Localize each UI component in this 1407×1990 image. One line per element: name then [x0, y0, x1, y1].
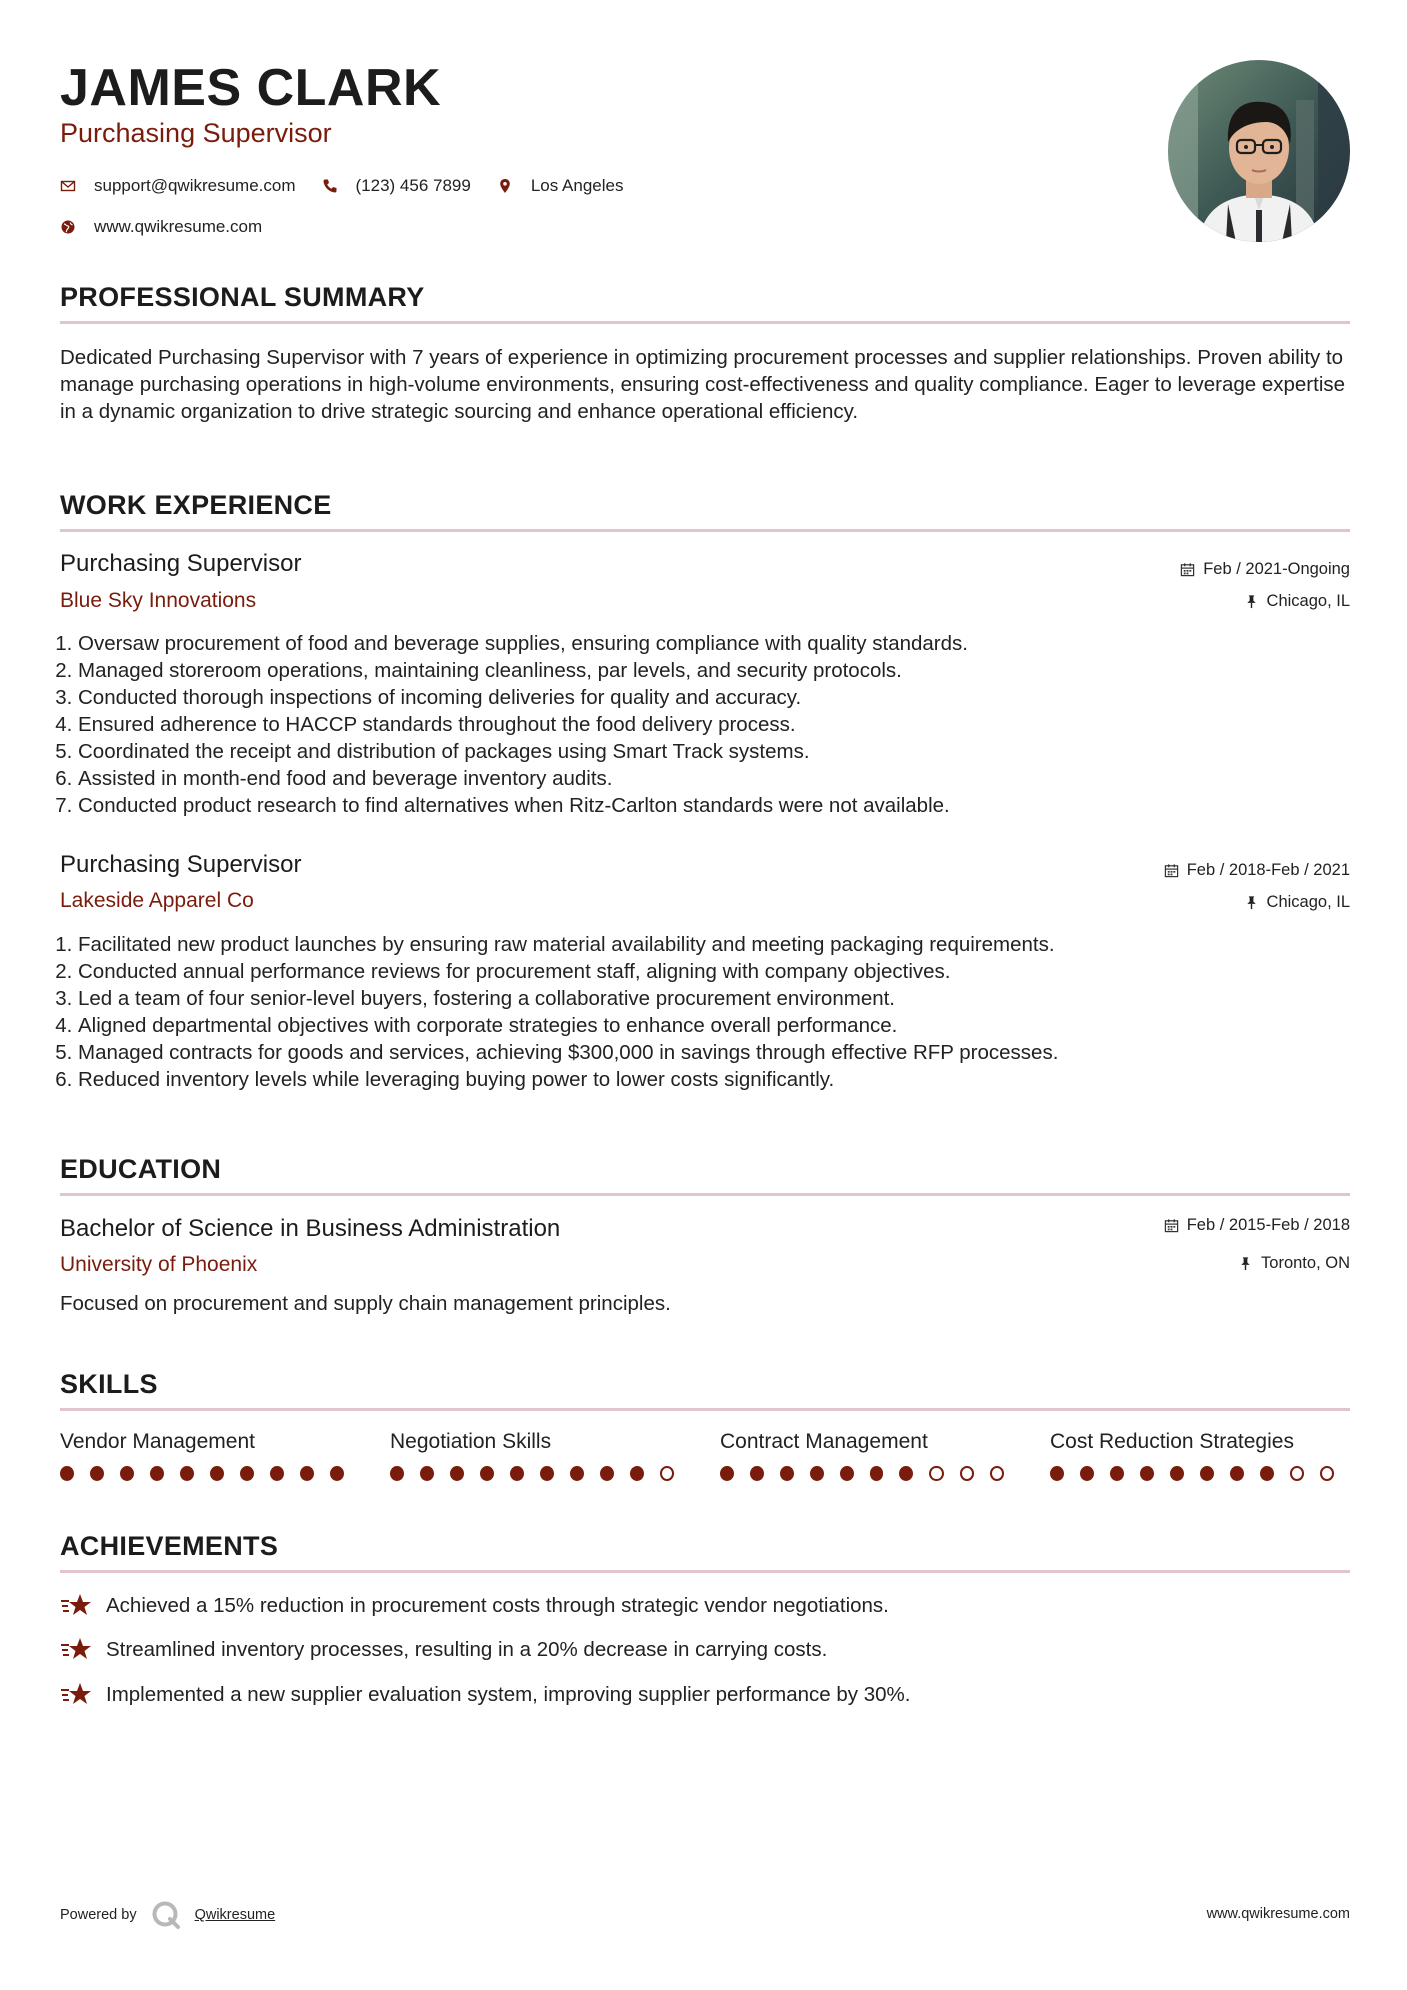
- experience-heading: WORK EXPERIENCE: [60, 490, 332, 520]
- skill-item: [1050, 1430, 1350, 1481]
- rating-dot-empty: [1320, 1466, 1334, 1481]
- achievements-heading: ACHIEVEMENTS: [60, 1531, 279, 1561]
- rating-dot-filled: [450, 1466, 464, 1481]
- rating-dot-filled: [870, 1466, 884, 1481]
- contact-row: [60, 176, 649, 196]
- rating-dot-filled: [1230, 1466, 1244, 1481]
- rating-dot-filled: [60, 1466, 74, 1481]
- skill-name: Contract Management: [720, 1430, 928, 1453]
- pushpin-icon: [1244, 895, 1259, 910]
- job-location-text: Chicago, IL: [1266, 893, 1350, 911]
- achievements-divider: [60, 1570, 1350, 1573]
- skill-rating: [60, 1466, 360, 1481]
- list-item: 7. Conducted product research to find alternatives when Ritz-Carlton standards were not available.: [78, 792, 1348, 819]
- rating-dot-filled: [90, 1466, 104, 1481]
- list-item: 3. Conducted thorough inspections of incoming deliveries for quality and accuracy.: [78, 684, 1348, 711]
- rating-dot-filled: [1200, 1466, 1214, 1481]
- globe-icon: [60, 219, 76, 235]
- rating-dot-filled: [600, 1466, 614, 1481]
- list-item: 2. Conducted annual performance reviews for procurement staff, aligning with company objectives.: [78, 958, 1348, 985]
- list-item: 4. Ensured adherence to HACCP standards throughout the food delivery process.: [78, 711, 1348, 738]
- qwikresume-link[interactable]: Qwikresume: [194, 1907, 276, 1923]
- summary-heading: PROFESSIONAL SUMMARY: [60, 282, 425, 312]
- rating-dot-filled: [540, 1466, 554, 1481]
- rating-dot-filled: [390, 1466, 404, 1481]
- achievement-item: [60, 1636, 827, 1664]
- summary-divider: [60, 321, 1350, 324]
- education-dates: [1164, 1216, 1350, 1235]
- job-company: Lakeside Apparel Co: [60, 889, 254, 912]
- contact-email[interactable]: [60, 176, 296, 196]
- star-award-icon: [60, 1636, 92, 1664]
- job-bullets: [60, 630, 1348, 819]
- education-heading: EDUCATION: [60, 1154, 222, 1184]
- email-text: support@qwikresume.com: [94, 176, 296, 195]
- rating-dot-empty: [960, 1466, 974, 1481]
- skill-name: Vendor Management: [60, 1430, 255, 1453]
- rating-dot-filled: [300, 1466, 314, 1481]
- skill-name: Negotiation Skills: [390, 1430, 552, 1453]
- skill-rating: [720, 1466, 1020, 1481]
- rating-dot-filled: [420, 1466, 434, 1481]
- experience-divider: [60, 529, 1350, 532]
- rating-dot-empty: [929, 1466, 943, 1481]
- rating-dot-filled: [270, 1466, 284, 1481]
- job-title: Purchasing Supervisor: [60, 851, 302, 878]
- rating-dot-filled: [510, 1466, 524, 1481]
- contact-location: [497, 176, 624, 196]
- rating-dot-filled: [180, 1466, 194, 1481]
- phone-icon: [322, 178, 338, 194]
- rating-dot-filled: [330, 1466, 344, 1481]
- skill-name: Cost Reduction Strategies: [1050, 1430, 1294, 1453]
- rating-dot-filled: [1170, 1466, 1184, 1481]
- list-item: 5. Coordinated the receipt and distribution of packages using Smart Track systems.: [78, 738, 1348, 765]
- rating-dot-empty: [990, 1466, 1004, 1481]
- resume-page: [60, 0, 1350, 1990]
- star-award-icon: [60, 1681, 92, 1709]
- education-dates-text: Feb / 2015-Feb / 2018: [1186, 1216, 1350, 1234]
- list-item: 2. Managed storeroom operations, maintaining cleanliness, par levels, and security protocols.: [78, 657, 1348, 684]
- candidate-role: Purchasing Supervisor: [60, 118, 332, 148]
- rating-dot-filled: [750, 1466, 764, 1481]
- contact-phone[interactable]: [322, 176, 471, 196]
- skill-rating: [1050, 1466, 1350, 1481]
- job-bullets: [60, 931, 1348, 1093]
- pushpin-icon: [1244, 594, 1259, 609]
- list-item: 6. Reduced inventory levels while leveraging buying power to lower costs significantly.: [78, 1066, 1348, 1093]
- skill-rating: [390, 1466, 690, 1481]
- rating-dot-filled: [840, 1466, 854, 1481]
- rating-dot-filled: [1080, 1466, 1094, 1481]
- list-item: 1. Oversaw procurement of food and beverage supplies, ensuring compliance with quality standards.: [78, 630, 1348, 657]
- achievement-text: Achieved a 15% reduction in procurement costs through strategic vendor negotiations.: [106, 1594, 889, 1617]
- job-dates-text: Feb / 2021-Ongoing: [1203, 560, 1350, 578]
- website-text: www.qwikresume.com: [94, 217, 263, 236]
- calendar-icon: [1180, 562, 1195, 577]
- job-title: Purchasing Supervisor: [60, 550, 302, 577]
- job-location-text: Chicago, IL: [1266, 592, 1350, 610]
- footer-powered-by: [60, 1900, 275, 1930]
- calendar-icon: [1164, 863, 1179, 878]
- calendar-icon: [1164, 1218, 1179, 1233]
- school-name: University of Phoenix: [60, 1253, 258, 1276]
- contact-row-2: [60, 217, 288, 237]
- rating-dot-filled: [810, 1466, 824, 1481]
- list-item: 6. Assisted in month-end food and beverage inventory audits.: [78, 765, 1348, 792]
- list-item: 4. Aligned departmental objectives with corporate strategies to enhance overall performance.: [78, 1012, 1348, 1039]
- list-item: 1. Facilitated new product launches by ensuring raw material availability and meeting packaging requirements.: [78, 931, 1348, 958]
- rating-dot-filled: [480, 1466, 494, 1481]
- rating-dot-filled: [1110, 1466, 1124, 1481]
- rating-dot-filled: [570, 1466, 584, 1481]
- rating-dot-filled: [780, 1466, 794, 1481]
- qwikresume-logo-icon: [151, 1900, 181, 1930]
- summary-text: Dedicated Purchasing Supervisor with 7 years of experience in optimizing procurement processes and supplier relationships. Proven ability to manage purchasing operations in high-volume environments, ensuring cost-effectiveness and quality compliance. Eager to leverage expertise in a dynamic organization to drive strategic sourcing and enhance operational efficiency.: [60, 346, 1346, 423]
- education-location: [1238, 1254, 1350, 1273]
- achievement-text: Implemented a new supplier evaluation system, improving supplier performance by 30%.: [106, 1683, 911, 1706]
- phone-text: (123) 456 7899: [355, 176, 471, 195]
- rating-dot-filled: [630, 1466, 644, 1481]
- profile-photo: [1168, 60, 1350, 242]
- rating-dot-filled: [1140, 1466, 1154, 1481]
- job-dates: [1180, 560, 1350, 579]
- location-text: Los Angeles: [530, 176, 624, 195]
- candidate-name: JAMES CLARK: [60, 59, 442, 117]
- education-description: Focused on procurement and supply chain management principles.: [60, 1292, 671, 1315]
- rating-dot-filled: [150, 1466, 164, 1481]
- achievement-item: [60, 1592, 889, 1620]
- job-dates-text: Feb / 2018-Feb / 2021: [1186, 861, 1350, 879]
- rating-dot-filled: [899, 1466, 913, 1481]
- rating-dot-filled: [120, 1466, 134, 1481]
- degree-title: Bachelor of Science in Business Administration: [60, 1215, 561, 1242]
- rating-dot-filled: [240, 1466, 254, 1481]
- skills-divider: [60, 1408, 1350, 1411]
- contact-website[interactable]: [60, 217, 262, 237]
- rating-dot-empty: [660, 1466, 674, 1481]
- skill-item: [390, 1430, 690, 1481]
- footer-url[interactable]: www.qwikresume.com: [1206, 1906, 1350, 1922]
- list-item: 5. Managed contracts for goods and services, achieving $300,000 in savings through effective RFP processes.: [78, 1039, 1348, 1066]
- skills-heading: SKILLS: [60, 1369, 158, 1399]
- achievement-text: Streamlined inventory processes, resulting in a 20% decrease in carrying costs.: [106, 1638, 828, 1661]
- job-location: [1244, 592, 1350, 611]
- rating-dot-filled: [1050, 1466, 1064, 1481]
- education-divider: [60, 1193, 1350, 1196]
- map-pin-icon: [497, 178, 513, 194]
- rating-dot-filled: [210, 1466, 224, 1481]
- envelope-icon: [60, 178, 76, 194]
- list-item: 3. Led a team of four senior-level buyers, fostering a collaborative procurement environment.: [78, 985, 1348, 1012]
- skill-item: [60, 1430, 360, 1481]
- job-company: Blue Sky Innovations: [60, 589, 257, 612]
- powered-by-text: Powered by: [60, 1907, 137, 1923]
- job-location: [1244, 893, 1350, 912]
- rating-dot-empty: [1290, 1466, 1304, 1481]
- skill-item: [720, 1430, 1020, 1481]
- education-location-text: Toronto, ON: [1261, 1254, 1350, 1272]
- achievement-item: [60, 1681, 910, 1709]
- star-award-icon: [60, 1592, 92, 1620]
- rating-dot-filled: [1260, 1466, 1274, 1481]
- job-dates: [1164, 861, 1350, 880]
- rating-dot-filled: [720, 1466, 734, 1481]
- pushpin-icon: [1238, 1256, 1253, 1271]
